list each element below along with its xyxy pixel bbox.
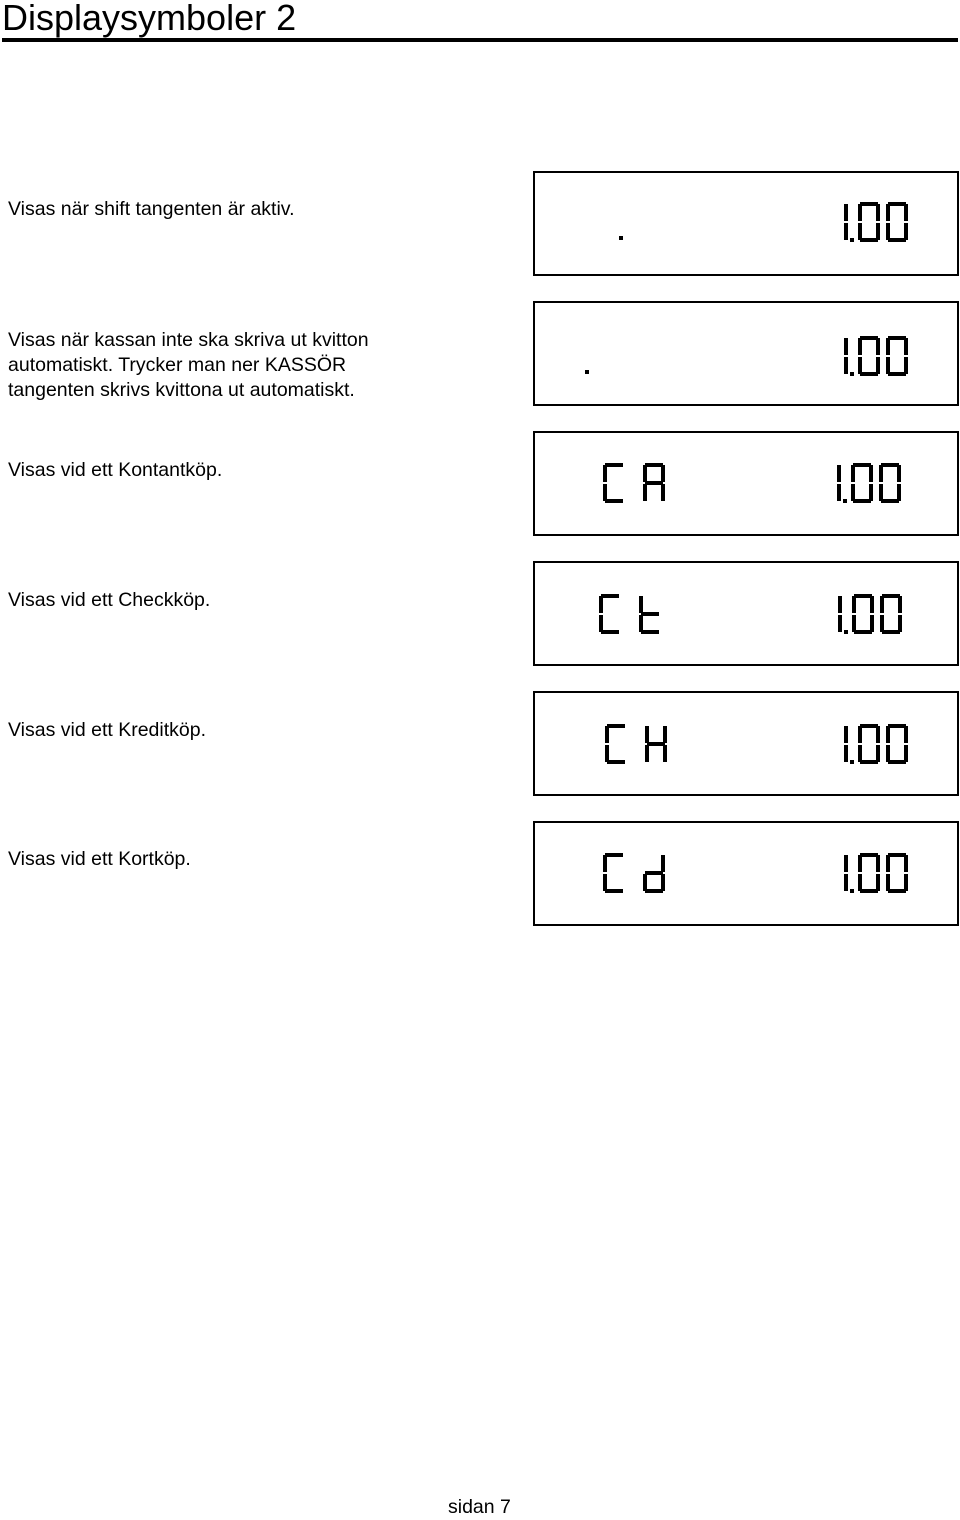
lcd-segment (860, 238, 878, 242)
lcd-segment (888, 202, 906, 206)
lcd-segment (858, 874, 862, 891)
lcd-segment (860, 336, 878, 340)
lcd-segment (860, 760, 878, 764)
row-description (8, 847, 508, 872)
lcd-segment (888, 760, 906, 764)
lcd-display-cash (533, 431, 959, 536)
lcd-segment (853, 499, 871, 503)
lcd-display-shift (533, 171, 959, 276)
lcd-dot (850, 889, 854, 893)
row-description-line: automatiskt. Trycker man ner KASSÖR (8, 354, 347, 376)
lcd-segment (605, 853, 623, 857)
lcd-segment (869, 465, 873, 482)
lcd-segment (858, 223, 862, 240)
lcd-segment (886, 223, 890, 240)
lcd-segment (858, 726, 862, 743)
lcd-segment (607, 724, 625, 728)
lcd-segment (876, 223, 880, 240)
title-rule (2, 38, 958, 42)
lcd-segment (603, 484, 607, 501)
lcd-segment (888, 336, 906, 340)
row-description (8, 328, 508, 403)
lcd-segments (535, 433, 957, 534)
lcd-dot (843, 499, 847, 503)
lcd-segment (886, 745, 890, 762)
lcd-segment (599, 596, 603, 613)
lcd-segment (886, 338, 890, 355)
lcd-segment (603, 855, 607, 872)
lcd-segment (880, 596, 884, 613)
lcd-segments (535, 173, 957, 274)
lcd-segment (607, 760, 625, 764)
lcd-segment (881, 499, 899, 503)
lcd-segment (876, 338, 880, 355)
lcd-segment (860, 889, 878, 893)
lcd-segments (535, 823, 957, 924)
lcd-segment (876, 726, 880, 743)
lcd-segment (852, 596, 856, 613)
lcd-segment (904, 223, 908, 240)
lcd-segment (854, 630, 872, 634)
row-description (8, 197, 508, 222)
lcd-segment (904, 745, 908, 762)
lcd-dot (585, 370, 589, 374)
lcd-segment (661, 484, 665, 501)
lcd-segment (882, 630, 900, 634)
lcd-segment (605, 745, 609, 762)
lcd-segment (876, 874, 880, 891)
lcd-segment (870, 596, 874, 613)
lcd-segment (838, 615, 842, 632)
lcd-segment (904, 357, 908, 374)
lcd-segment (844, 357, 848, 374)
lcd-dot (850, 760, 854, 764)
lcd-segment (852, 615, 856, 632)
row-description (8, 458, 508, 483)
lcd-segment (844, 223, 848, 240)
lcd-segment (904, 726, 908, 743)
lcd-segment (643, 874, 647, 891)
lcd-dot (850, 372, 854, 376)
lcd-segment (643, 465, 647, 482)
lcd-segment (858, 204, 862, 221)
lcd-segment (853, 463, 871, 467)
lcd-segment (888, 372, 906, 376)
lcd-segment (601, 630, 619, 634)
lcd-segment (641, 630, 659, 634)
lcd-segment (838, 596, 842, 613)
lcd-segment (851, 484, 855, 501)
lcd-segment (844, 874, 848, 891)
lcd-segment (851, 465, 855, 482)
lcd-segments (535, 303, 957, 404)
lcd-segment (663, 745, 667, 762)
lcd-segment (844, 338, 848, 355)
lcd-segment (876, 204, 880, 221)
lcd-segment (879, 465, 883, 482)
lcd-segment (605, 499, 623, 503)
lcd-segment (661, 855, 665, 872)
lcd-segment (643, 484, 647, 501)
lcd-segment (898, 615, 902, 632)
lcd-segment (881, 463, 899, 467)
lcd-segment (858, 357, 862, 374)
row-description-line: tangenten skrivs kvittona ut automatiskt. (8, 379, 355, 401)
lcd-dot (844, 630, 848, 634)
lcd-segment (844, 204, 848, 221)
row-description (8, 588, 508, 613)
lcd-segment (888, 238, 906, 242)
lcd-segment (645, 463, 663, 467)
lcd-segment (898, 596, 902, 613)
lcd-segment (876, 357, 880, 374)
lcd-segment (599, 615, 603, 632)
page-title: Displaysymboler 2 (2, 0, 297, 38)
lcd-display-no-receipt (533, 301, 959, 406)
row-description-line: Visas när shift tangenten är aktiv. (8, 198, 295, 220)
lcd-segments (535, 563, 957, 664)
lcd-segment (860, 724, 878, 728)
lcd-segment (645, 871, 663, 875)
lcd-display-check (533, 561, 959, 666)
row-description-line: Visas vid ett Kontantköp. (8, 459, 223, 481)
lcd-segment (904, 204, 908, 221)
lcd-segment (605, 889, 623, 893)
lcd-segment (844, 745, 848, 762)
row-description-line: Visas vid ett Kreditköp. (8, 719, 206, 741)
lcd-segment (879, 484, 883, 501)
lcd-segment (647, 742, 665, 746)
row-description (8, 718, 508, 743)
lcd-segment (639, 596, 643, 613)
row-description-line: Visas vid ett Checkköp. (8, 589, 211, 611)
lcd-segments (535, 693, 957, 794)
lcd-display-card (533, 821, 959, 926)
lcd-segment (860, 372, 878, 376)
lcd-segment (904, 338, 908, 355)
lcd-segment (641, 612, 659, 616)
lcd-segment (837, 465, 841, 482)
lcd-segment (897, 484, 901, 501)
lcd-segment (888, 889, 906, 893)
page-number: sidan 7 (448, 1496, 511, 1518)
lcd-segment (888, 853, 906, 857)
lcd-segment (837, 484, 841, 501)
lcd-segment (882, 594, 900, 598)
lcd-segment (904, 874, 908, 891)
lcd-segment (601, 594, 619, 598)
lcd-segment (904, 855, 908, 872)
lcd-segment (854, 594, 872, 598)
lcd-segment (876, 745, 880, 762)
lcd-segment (844, 855, 848, 872)
lcd-segment (858, 855, 862, 872)
lcd-segment (860, 853, 878, 857)
lcd-segment (603, 465, 607, 482)
lcd-segment (858, 745, 862, 762)
lcd-display-credit (533, 691, 959, 796)
lcd-segment (888, 724, 906, 728)
lcd-segment (876, 855, 880, 872)
lcd-segment (886, 726, 890, 743)
lcd-segment (858, 338, 862, 355)
lcd-segment (645, 745, 649, 762)
lcd-segment (886, 357, 890, 374)
lcd-segment (886, 204, 890, 221)
lcd-dot (850, 238, 854, 242)
lcd-segment (663, 726, 667, 743)
lcd-segment (605, 463, 623, 467)
lcd-segment (645, 726, 649, 743)
row-description-line: Visas vid ett Kortköp. (8, 848, 191, 870)
lcd-segment (886, 874, 890, 891)
lcd-segment (886, 855, 890, 872)
lcd-segment (645, 481, 663, 485)
lcd-segment (860, 202, 878, 206)
lcd-segment (605, 726, 609, 743)
lcd-segment (897, 465, 901, 482)
lcd-segment (661, 874, 665, 891)
lcd-segment (880, 615, 884, 632)
lcd-segment (639, 615, 643, 632)
lcd-segment (844, 726, 848, 743)
row-description-line: Visas när kassan inte ska skriva ut kvitton (8, 329, 369, 351)
lcd-dot (619, 236, 623, 240)
lcd-segment (869, 484, 873, 501)
lcd-segment (870, 615, 874, 632)
lcd-segment (603, 874, 607, 891)
lcd-segment (661, 465, 665, 482)
lcd-segment (645, 889, 663, 893)
